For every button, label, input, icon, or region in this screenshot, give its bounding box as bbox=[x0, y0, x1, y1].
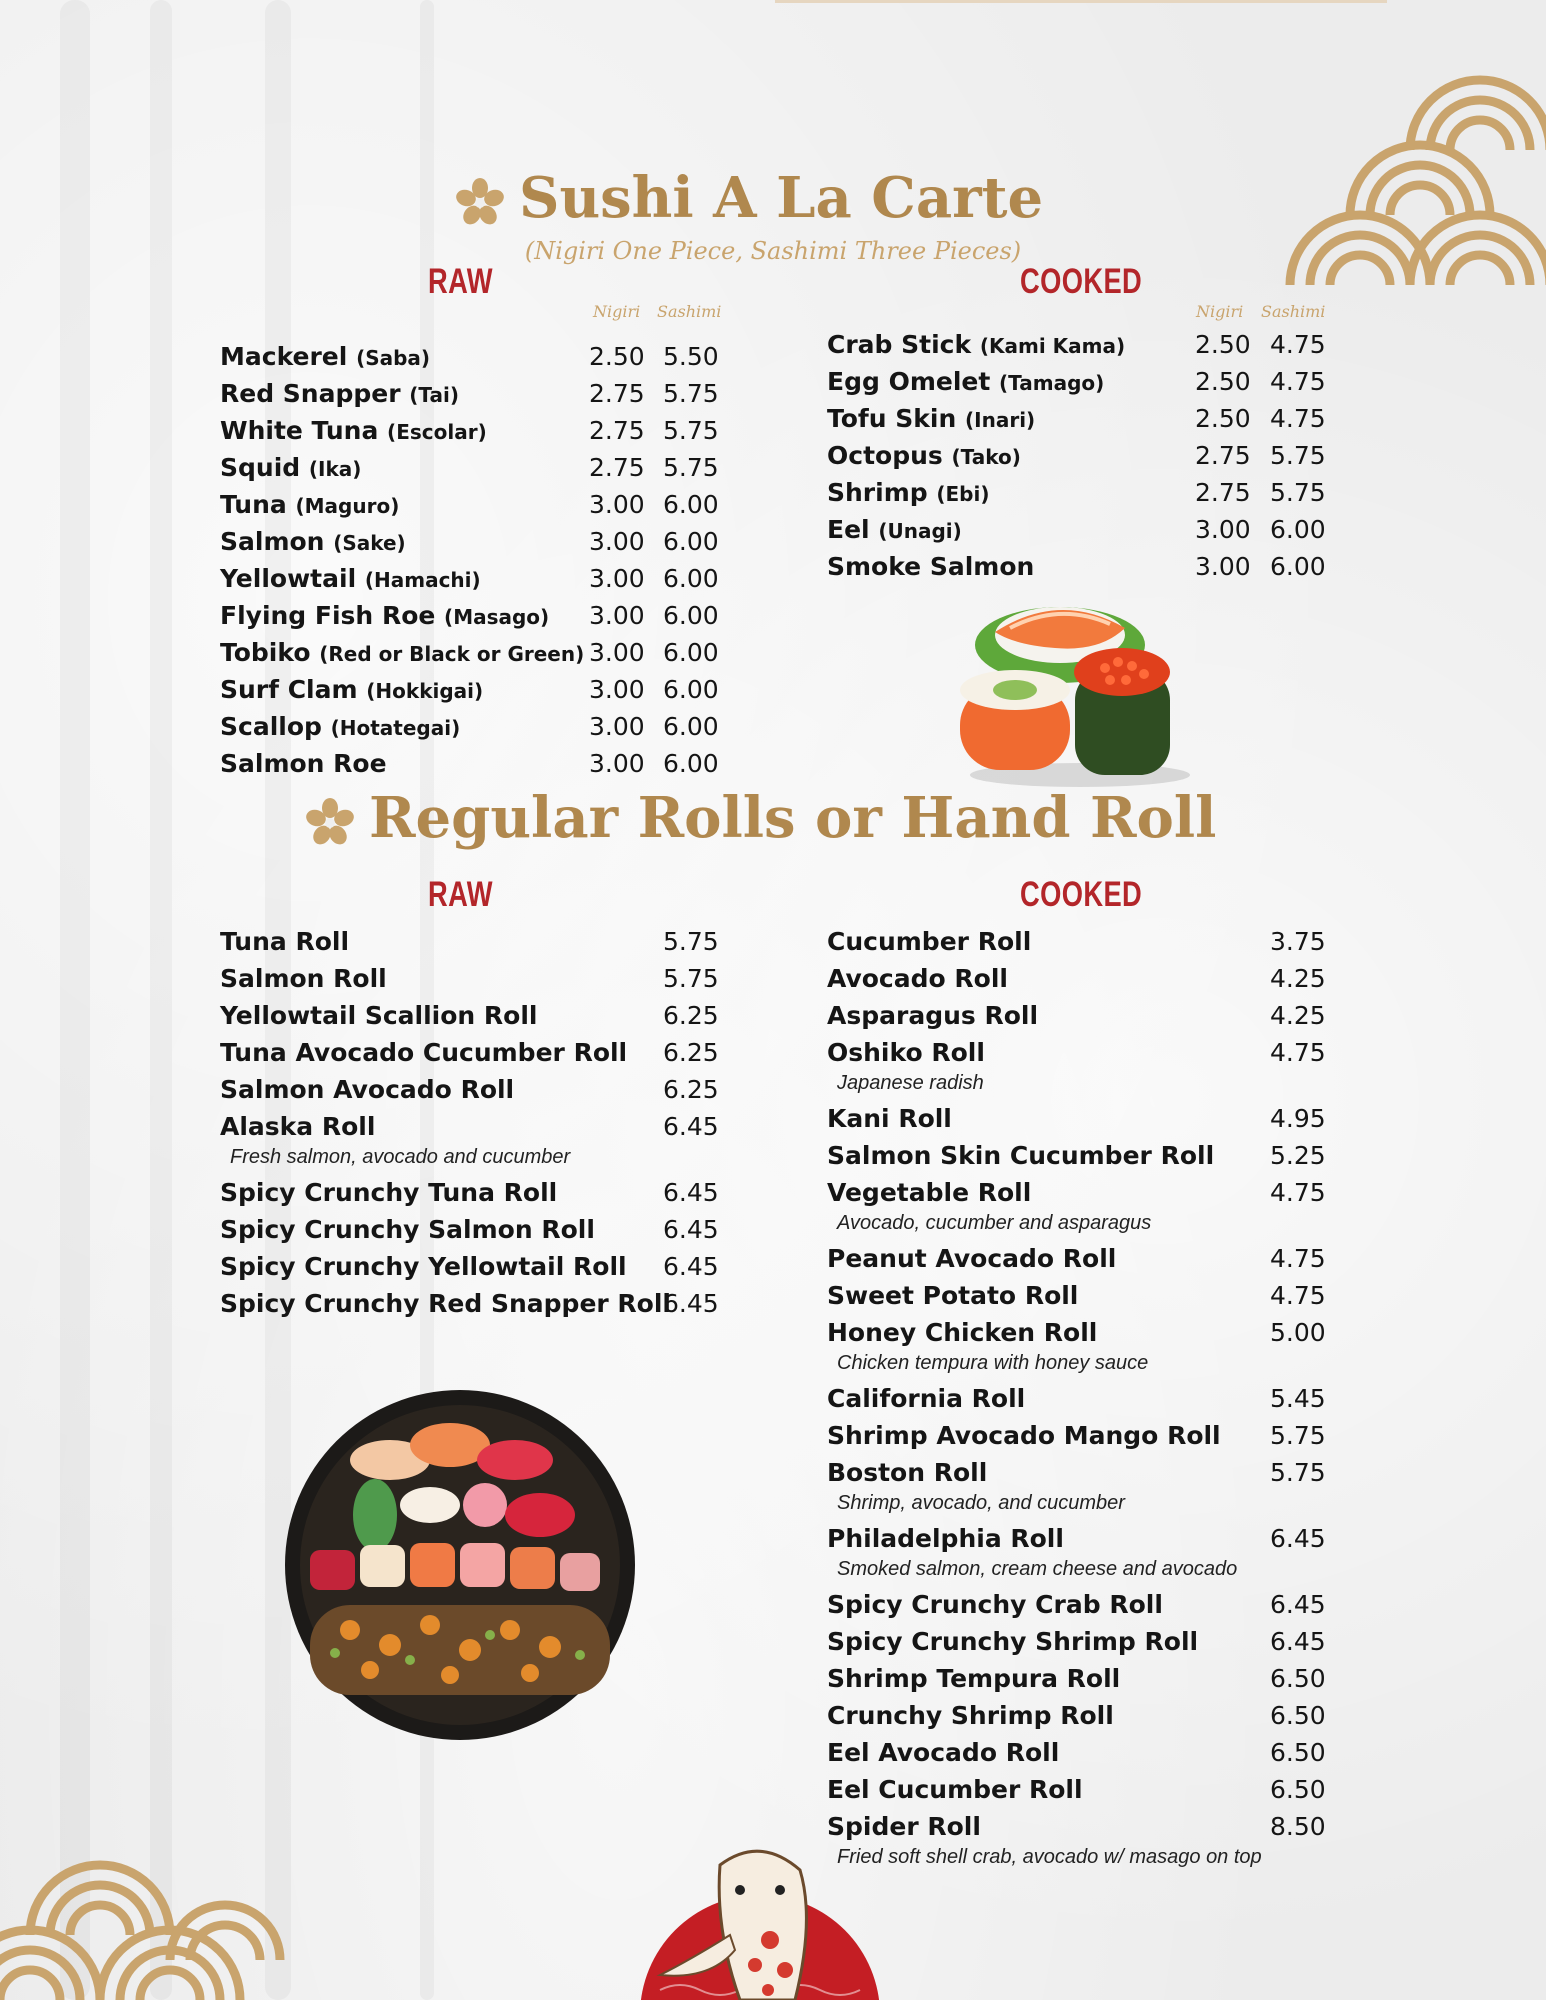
item-name: Spicy Crunchy Tuna Roll bbox=[220, 1178, 558, 1207]
item-price: 6.25 bbox=[663, 1038, 719, 1067]
menu-item-row bbox=[827, 402, 1347, 439]
sashimi-price: 4.75 bbox=[1270, 367, 1326, 396]
menu-item-row bbox=[220, 1176, 740, 1213]
item-price: 4.25 bbox=[1270, 1001, 1326, 1030]
item-name-text: Eel bbox=[827, 515, 870, 544]
menu-item-row bbox=[827, 1699, 1347, 1736]
rolls-title-text: Regular Rolls or Hand Roll bbox=[369, 785, 1217, 851]
item-name-text: Tuna bbox=[220, 490, 287, 519]
item-name-text: Scallop bbox=[220, 712, 322, 741]
sashimi-price: 6.00 bbox=[663, 638, 719, 667]
item-japanese-name: (Unagi) bbox=[878, 519, 962, 543]
menu-item-row bbox=[827, 1773, 1347, 1810]
item-price: 6.25 bbox=[663, 1001, 719, 1030]
item-name-text: Salmon bbox=[220, 527, 325, 556]
item-description: Japanese radish bbox=[837, 1072, 984, 1094]
item-price: 4.25 bbox=[1270, 964, 1326, 993]
wave-pattern-icon bbox=[1280, 75, 1546, 315]
item-description: Chicken tempura with honey sauce bbox=[837, 1352, 1149, 1374]
item-name: Tuna Roll bbox=[220, 927, 350, 956]
rolls-cooked-list bbox=[827, 925, 1347, 1876]
item-japanese-name: (Tamago) bbox=[999, 371, 1105, 395]
item-japanese-name: (Inari) bbox=[965, 408, 1036, 432]
item-price: 6.45 bbox=[663, 1215, 719, 1244]
item-name: Crunchy Shrimp Roll bbox=[827, 1701, 1114, 1730]
item-price: 5.75 bbox=[663, 964, 719, 993]
sashimi-price: 4.75 bbox=[1270, 330, 1326, 359]
item-name: Cucumber Roll bbox=[827, 927, 1032, 956]
item-price: 4.75 bbox=[1270, 1244, 1326, 1273]
menu-item-row bbox=[827, 1139, 1347, 1176]
bamboo-decoration bbox=[150, 0, 172, 2000]
item-price: 6.45 bbox=[663, 1112, 719, 1141]
sushi-title-text: Sushi A La Carte bbox=[519, 165, 1044, 231]
rolls-raw-list bbox=[220, 925, 740, 1324]
item-name-text: Flying Fish Roe bbox=[220, 601, 436, 630]
nigiri-price: 2.50 bbox=[1195, 367, 1251, 396]
item-name bbox=[220, 599, 549, 634]
item-name: Tuna Avocado Cucumber Roll bbox=[220, 1038, 628, 1067]
menu-item-row bbox=[220, 925, 740, 962]
sashimi-price: 5.75 bbox=[1270, 478, 1326, 507]
sashimi-price: 6.00 bbox=[1270, 552, 1326, 581]
sashimi-price: 5.75 bbox=[663, 416, 719, 445]
item-name-text: Tofu Skin bbox=[827, 404, 957, 433]
item-price: 6.50 bbox=[1270, 1701, 1326, 1730]
item-name: Spicy Crunchy Crab Roll bbox=[827, 1590, 1163, 1619]
item-price: 6.45 bbox=[663, 1289, 719, 1318]
menu-item-row bbox=[220, 747, 740, 784]
item-name: Oshiko Roll bbox=[827, 1038, 985, 1067]
top-rule bbox=[775, 0, 1387, 3]
sushi-platter-photo bbox=[280, 1385, 640, 1745]
sushi-subtitle: (Nigiri One Piece, Sashimi Three Pieces) bbox=[524, 237, 1022, 265]
item-name: Eel Avocado Roll bbox=[827, 1738, 1060, 1767]
menu-item-row bbox=[220, 599, 740, 636]
item-name: Spicy Crunchy Salmon Roll bbox=[220, 1215, 595, 1244]
menu-item-row bbox=[220, 525, 740, 562]
nigiri-price: 3.00 bbox=[589, 490, 645, 519]
item-japanese-name: (Hamachi) bbox=[364, 568, 481, 592]
item-japanese-name: (Masago) bbox=[444, 605, 550, 629]
menu-item-row bbox=[827, 550, 1347, 587]
menu-item-row bbox=[827, 1242, 1347, 1279]
item-name: Boston Roll bbox=[827, 1458, 988, 1487]
menu-item-row bbox=[220, 1287, 740, 1324]
rolls-cooked-heading: COOKED bbox=[1020, 875, 1143, 914]
nigiri-price: 2.50 bbox=[589, 342, 645, 371]
item-name: Honey Chicken Roll bbox=[827, 1318, 1098, 1347]
menu-item-row bbox=[827, 1176, 1347, 1242]
item-description: Smoked salmon, cream cheese and avocado bbox=[837, 1558, 1238, 1580]
item-japanese-name: (Red or Black or Green) bbox=[319, 642, 585, 666]
item-price: 5.45 bbox=[1270, 1384, 1326, 1413]
item-name bbox=[827, 365, 1104, 400]
nigiri-price: 2.50 bbox=[1195, 330, 1251, 359]
item-name: Shrimp Tempura Roll bbox=[827, 1664, 1121, 1693]
item-japanese-name: (Kami Kama) bbox=[979, 334, 1126, 358]
item-price: 6.45 bbox=[1270, 1590, 1326, 1619]
nigiri-price: 3.00 bbox=[589, 564, 645, 593]
sushi-cooked-heading: COOKED bbox=[1020, 262, 1143, 301]
sashimi-price: 4.75 bbox=[1270, 404, 1326, 433]
item-price: 5.75 bbox=[1270, 1421, 1326, 1450]
sashimi-header: Sashimi bbox=[657, 302, 722, 321]
item-description: Avocado, cucumber and asparagus bbox=[837, 1212, 1152, 1234]
item-name-text: Shrimp bbox=[827, 478, 928, 507]
item-name: Spicy Crunchy Yellowtail Roll bbox=[220, 1252, 627, 1281]
item-price: 6.50 bbox=[1270, 1775, 1326, 1804]
item-name: Salmon Roll bbox=[220, 964, 387, 993]
menu-item-row bbox=[220, 488, 740, 525]
sashimi-price: 6.00 bbox=[663, 675, 719, 704]
menu-item-row bbox=[827, 1456, 1347, 1522]
item-price: 6.50 bbox=[1270, 1664, 1326, 1693]
menu-item-row bbox=[220, 1073, 740, 1110]
menu-item-row bbox=[827, 1662, 1347, 1699]
item-name bbox=[220, 710, 460, 745]
item-japanese-name: (Ebi) bbox=[936, 482, 990, 506]
item-price: 8.50 bbox=[1270, 1812, 1326, 1841]
item-name-text: Egg Omelet bbox=[827, 367, 991, 396]
item-description: Fried soft shell crab, avocado w/ masago on top bbox=[837, 1846, 1262, 1868]
item-name bbox=[827, 328, 1125, 363]
menu-item-row bbox=[827, 1316, 1347, 1382]
sushi-cooked-list bbox=[827, 328, 1347, 587]
nigiri-price: 3.00 bbox=[589, 601, 645, 630]
menu-item-row bbox=[827, 476, 1347, 513]
item-name: Sweet Potato Roll bbox=[827, 1281, 1079, 1310]
menu-item-row bbox=[220, 999, 740, 1036]
sashimi-price: 6.00 bbox=[663, 601, 719, 630]
menu-item-row bbox=[827, 925, 1347, 962]
item-name bbox=[220, 340, 430, 375]
menu-item-row bbox=[827, 1736, 1347, 1773]
item-description: Shrimp, avocado, and cucumber bbox=[837, 1492, 1125, 1514]
item-name: Peanut Avocado Roll bbox=[827, 1244, 1117, 1273]
item-japanese-name: (Hotategai) bbox=[330, 716, 461, 740]
nigiri-price: 3.00 bbox=[589, 749, 645, 778]
item-name bbox=[220, 525, 406, 560]
nigiri-price: 3.00 bbox=[589, 675, 645, 704]
item-price: 6.45 bbox=[663, 1178, 719, 1207]
item-japanese-name: (Maguro) bbox=[295, 494, 400, 518]
item-name-text: Mackerel bbox=[220, 342, 348, 371]
cherry-blossom-icon bbox=[305, 797, 355, 847]
item-name: Spicy Crunchy Red Snapper Roll bbox=[220, 1289, 672, 1318]
menu-item-row bbox=[220, 377, 740, 414]
item-price: 6.45 bbox=[663, 1252, 719, 1281]
sushi-raw-heading: RAW bbox=[428, 262, 493, 301]
sushi-section-title bbox=[455, 165, 1043, 231]
sashimi-price: 6.00 bbox=[663, 564, 719, 593]
nigiri-price: 3.00 bbox=[1195, 515, 1251, 544]
item-name-text: Smoke Salmon bbox=[827, 552, 1035, 581]
menu-item-row bbox=[220, 673, 740, 710]
item-name-text: Yellowtail bbox=[220, 564, 357, 593]
nigiri-price: 2.75 bbox=[589, 379, 645, 408]
nigiri-price: 2.75 bbox=[1195, 441, 1251, 470]
item-name: Salmon Skin Cucumber Roll bbox=[827, 1141, 1215, 1170]
menu-item-row bbox=[827, 1279, 1347, 1316]
menu-item-row bbox=[220, 1250, 740, 1287]
rolls-raw-heading: RAW bbox=[428, 875, 493, 914]
nigiri-header: Nigiri bbox=[1196, 302, 1244, 321]
item-name: Alaska Roll bbox=[220, 1112, 376, 1141]
item-price: 4.75 bbox=[1270, 1281, 1326, 1310]
item-name bbox=[827, 439, 1021, 474]
menu-item-row bbox=[827, 1810, 1347, 1876]
item-name bbox=[827, 550, 1034, 584]
item-price: 6.25 bbox=[663, 1075, 719, 1104]
sashimi-price: 6.00 bbox=[663, 490, 719, 519]
item-name: Salmon Avocado Roll bbox=[220, 1075, 515, 1104]
nigiri-price: 2.50 bbox=[1195, 404, 1251, 433]
nigiri-price: 3.00 bbox=[589, 712, 645, 741]
menu-item-row bbox=[827, 1102, 1347, 1139]
item-name: California Roll bbox=[827, 1384, 1026, 1413]
item-name-text: Tobiko bbox=[220, 638, 311, 667]
item-japanese-name: (Sake) bbox=[333, 531, 406, 555]
item-name bbox=[827, 476, 990, 511]
sashimi-price: 5.75 bbox=[663, 453, 719, 482]
menu-item-row bbox=[827, 1588, 1347, 1625]
menu-item-row bbox=[827, 1036, 1347, 1102]
item-name bbox=[220, 377, 459, 412]
item-name: Asparagus Roll bbox=[827, 1001, 1039, 1030]
nigiri-price: 3.00 bbox=[589, 527, 645, 556]
item-name-text: Red Snapper bbox=[220, 379, 401, 408]
item-japanese-name: (Saba) bbox=[356, 346, 431, 370]
item-name bbox=[220, 488, 399, 523]
nigiri-price: 2.75 bbox=[589, 416, 645, 445]
nigiri-price: 2.75 bbox=[1195, 478, 1251, 507]
item-price: 4.95 bbox=[1270, 1104, 1326, 1133]
item-price: 5.75 bbox=[663, 927, 719, 956]
item-description: Fresh salmon, avocado and cucumber bbox=[230, 1146, 571, 1168]
item-name-text: Octopus bbox=[827, 441, 943, 470]
item-name: Yellowtail Scallion Roll bbox=[220, 1001, 538, 1030]
menu-item-row bbox=[220, 1110, 740, 1176]
item-price: 5.75 bbox=[1270, 1458, 1326, 1487]
item-name bbox=[220, 414, 487, 449]
menu-item-row bbox=[827, 328, 1347, 365]
nigiri-price: 3.00 bbox=[1195, 552, 1251, 581]
menu-item-row bbox=[220, 1036, 740, 1073]
item-name bbox=[827, 402, 1035, 437]
sashimi-price: 6.00 bbox=[663, 712, 719, 741]
item-price: 4.75 bbox=[1270, 1178, 1326, 1207]
item-japanese-name: (Tako) bbox=[951, 445, 1021, 469]
menu-item-row bbox=[827, 1382, 1347, 1419]
item-name-text: Crab Stick bbox=[827, 330, 972, 359]
sushi-raw-list bbox=[220, 340, 740, 784]
sashimi-price: 6.00 bbox=[663, 527, 719, 556]
menu-item-row bbox=[220, 636, 740, 673]
item-name bbox=[220, 451, 361, 486]
sashimi-price: 6.00 bbox=[663, 749, 719, 778]
rolls-section-title bbox=[305, 785, 1216, 851]
item-japanese-name: (Ika) bbox=[308, 457, 362, 481]
menu-item-row bbox=[220, 562, 740, 599]
item-name: Philadelphia Roll bbox=[827, 1524, 1064, 1553]
item-price: 6.45 bbox=[1270, 1627, 1326, 1656]
item-japanese-name: (Tai) bbox=[409, 383, 459, 407]
sashimi-header: Sashimi bbox=[1261, 302, 1326, 321]
item-name: Vegetable Roll bbox=[827, 1178, 1032, 1207]
item-name bbox=[827, 513, 962, 548]
sashimi-price: 5.75 bbox=[1270, 441, 1326, 470]
item-price: 6.50 bbox=[1270, 1738, 1326, 1767]
nigiri-price: 3.00 bbox=[589, 638, 645, 667]
menu-item-row bbox=[827, 513, 1347, 550]
item-name bbox=[220, 673, 483, 708]
item-japanese-name: (Escolar) bbox=[387, 420, 487, 444]
menu-item-row bbox=[827, 365, 1347, 402]
menu-item-row bbox=[220, 451, 740, 488]
item-name bbox=[220, 636, 584, 671]
menu-item-row bbox=[220, 1213, 740, 1250]
menu-item-row bbox=[220, 710, 740, 747]
menu-item-row bbox=[827, 1625, 1347, 1662]
item-price: 5.25 bbox=[1270, 1141, 1326, 1170]
item-name-text: Salmon Roe bbox=[220, 749, 387, 778]
menu-item-row bbox=[827, 439, 1347, 476]
item-name: Kani Roll bbox=[827, 1104, 952, 1133]
item-name: Shrimp Avocado Mango Roll bbox=[827, 1421, 1221, 1450]
menu-item-row bbox=[827, 999, 1347, 1036]
item-name-text: Squid bbox=[220, 453, 301, 482]
item-name: Spider Roll bbox=[827, 1812, 981, 1841]
nigiri-header: Nigiri bbox=[593, 302, 641, 321]
sashimi-price: 6.00 bbox=[1270, 515, 1326, 544]
item-price: 3.75 bbox=[1270, 927, 1326, 956]
item-price: 5.00 bbox=[1270, 1318, 1326, 1347]
sashimi-price: 5.50 bbox=[663, 342, 719, 371]
item-name-text: Surf Clam bbox=[220, 675, 358, 704]
item-name-text: White Tuna bbox=[220, 416, 379, 445]
cherry-blossom-icon bbox=[455, 177, 505, 227]
item-name bbox=[220, 562, 481, 597]
menu-item-row bbox=[827, 962, 1347, 999]
menu-item-row bbox=[827, 1522, 1347, 1588]
menu-item-row bbox=[827, 1419, 1347, 1456]
item-price: 6.45 bbox=[1270, 1524, 1326, 1553]
menu-item-row bbox=[220, 962, 740, 999]
nigiri-price: 2.75 bbox=[589, 453, 645, 482]
item-japanese-name: (Hokkigai) bbox=[366, 679, 484, 703]
item-name: Avocado Roll bbox=[827, 964, 1008, 993]
bamboo-decoration bbox=[60, 0, 90, 2000]
item-name: Spicy Crunchy Shrimp Roll bbox=[827, 1627, 1199, 1656]
sashimi-price: 5.75 bbox=[663, 379, 719, 408]
sushi-photo bbox=[950, 590, 1210, 790]
item-name bbox=[220, 747, 387, 781]
item-price: 4.75 bbox=[1270, 1038, 1326, 1067]
item-name: Eel Cucumber Roll bbox=[827, 1775, 1083, 1804]
menu-item-row bbox=[220, 414, 740, 451]
menu-item-row bbox=[220, 340, 740, 377]
wave-pattern-icon bbox=[0, 1840, 290, 2000]
